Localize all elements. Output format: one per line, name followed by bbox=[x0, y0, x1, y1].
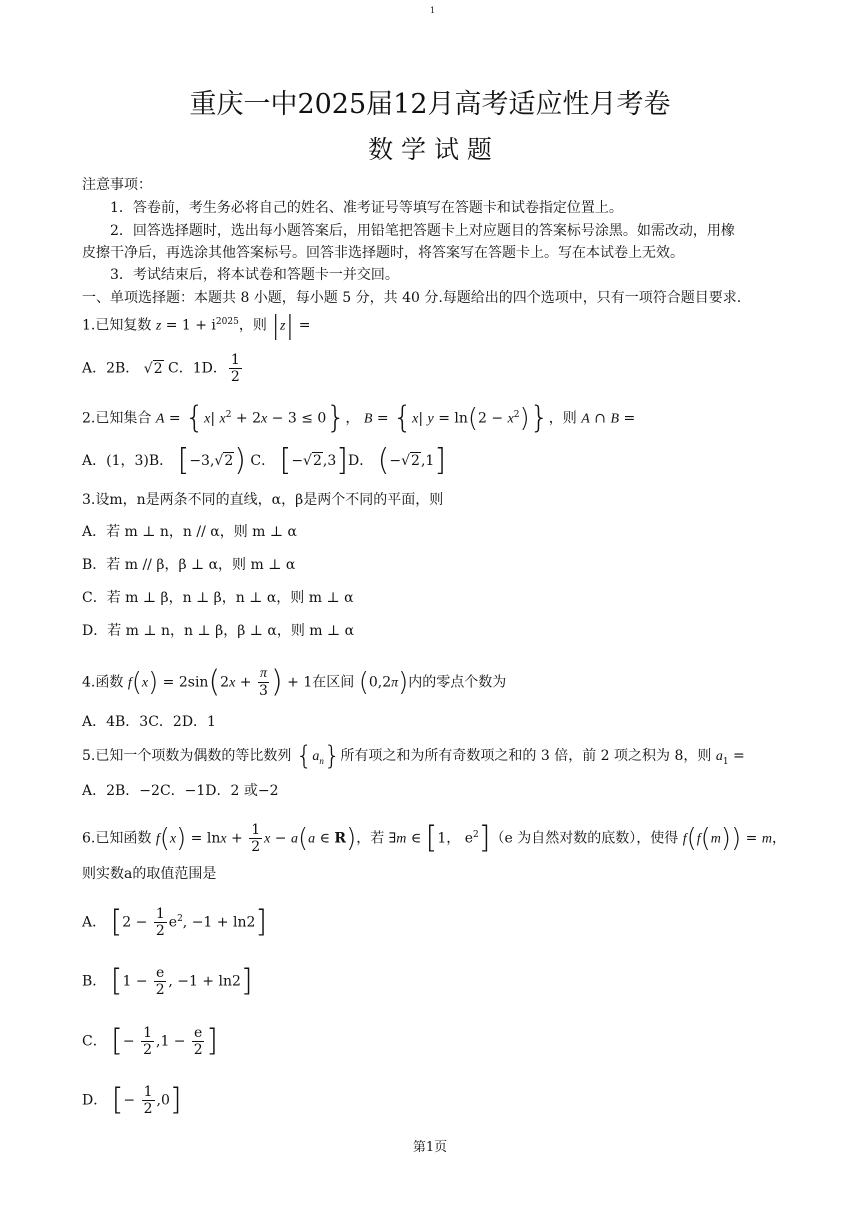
q4-stem-text: 4.函数 bbox=[82, 674, 124, 691]
q6-stem-text: 6.已知函数 bbox=[82, 830, 152, 847]
question-4-options: A．4B．3C．2D．1 bbox=[82, 714, 216, 730]
notice-item-2-cont: 皮擦干净后，再选涂其他答案标号。回答非选择题时，将答案写在答题卡上。写在本试卷上无效。 bbox=[82, 245, 684, 261]
question-3-option-b: B．若 m // β，β ⊥ α，则 m ⊥ α bbox=[82, 557, 296, 573]
q2-stem-text-b: ，则 bbox=[548, 410, 577, 427]
question-3-option-c: C．若 m ⊥ β，n ⊥ β，n ⊥ α，则 m ⊥ α bbox=[82, 590, 354, 606]
q1-stem-text: 1.已知复数 bbox=[82, 317, 152, 334]
notice-heading: 注意事项： bbox=[82, 177, 152, 193]
q6-option-d-label: D． bbox=[82, 1092, 108, 1109]
q1-exponent: 2025 bbox=[215, 317, 239, 327]
sqrt-symbol: √2 bbox=[143, 360, 163, 377]
question-2-options: A．(1，3)B． [−3,√2) C． [−√2,3]D． (−√2,1] bbox=[82, 443, 447, 478]
q2-option-c: C． bbox=[250, 453, 276, 469]
q5-stem-text-b: 所有项之和为所有奇数项之和的 3 倍，前 2 项之积为 8，则 bbox=[340, 748, 712, 764]
notice-item-1: 1．答卷前，考生务必将自己的姓名、准考证号等填写在答题卡和试卷指定位置上。 bbox=[110, 200, 623, 216]
q1-stem-text-b: ，则 bbox=[238, 317, 267, 334]
q2-option-d: D． bbox=[347, 453, 374, 469]
question-2-stem: 2.已知集合 A = {x| $x^2 + 2x - 3 \le 0$}， B = {x| $y = \ln(2 - x^2)$}，则 A ∩ B = bbox=[82, 400, 636, 436]
page-title: 重庆一中2025届12月高考适应性月考卷 bbox=[189, 89, 671, 120]
q6-stem-text-c: （e 为自然对数的底数），使得 bbox=[490, 830, 679, 847]
notice-item-3: 3．考试结束后，将本试卷和答题卡一并交回。 bbox=[110, 267, 399, 283]
q5-stem-text: 5.已知一个项数为偶数的等比数列 bbox=[82, 748, 292, 764]
header-mark: 1 bbox=[430, 6, 436, 15]
page-subtitle: 数 学 试 题 bbox=[368, 135, 492, 164]
question-5-stem: 5.已知一个项数为偶数的等比数列 $\{a_n\}$所有项之和为所有奇数项之和的 3 倍，前 2 项之积为 8，则 $a_1$ = bbox=[82, 741, 745, 771]
page-footer: 第1页 bbox=[412, 1140, 448, 1155]
q6-option-b-label: B． bbox=[82, 973, 107, 990]
q6-option-a-label: A． bbox=[82, 914, 107, 931]
question-6-option-b: B． [1 − $\frac{e}{2}$ , −1 + ln2] bbox=[82, 963, 253, 999]
question-3-option-a: A．若 m ⊥ n，n // α，则 m ⊥ α bbox=[82, 524, 297, 540]
question-4-stem: 4.函数 f(x) = 2sin(2x + $\frac{\pi}{3}$ ) + 1在区间 (0,2π)内的零点个数为 bbox=[82, 664, 507, 700]
question-6-stem: 6.已知函数 f(x) = lnx + $\frac{1}{2}$ x − a(a ∈ R)，若 ∃m ∈ [1， $e^2](e$ 为自然对数的底数），使得 f(f(m)) = m， bbox=[82, 820, 786, 856]
q6-stem-text-b: ，若 bbox=[356, 830, 385, 847]
question-3-option-d: D．若 m ⊥ n，n ⊥ β，β ⊥ α，则 m ⊥ α bbox=[82, 623, 355, 639]
section-heading: 一、单项选择题：本题共 8 小题，每小题 5 分，共 40 分.每题给出的四个选项中，只有一项符合题目要求. bbox=[82, 290, 742, 306]
question-1-stem: 1.已知复数 $z = 1 + i^{2025}$，则 |z| = bbox=[82, 310, 311, 341]
question-5-options: A．2B．−2C．−1D．2 或−2 bbox=[82, 783, 279, 799]
question-6-stem-cont: 则实数a的取值范围是 bbox=[82, 866, 217, 882]
question-6-option-a: A． [2 − $\frac{1}{2}$ $e^2$, −1 + ln2] bbox=[82, 904, 268, 940]
q2-option-a: A．(1，3)B． bbox=[82, 453, 174, 469]
question-1-options: A．2B． √2 C．1D． $\frac{1}{2}$ bbox=[82, 352, 240, 385]
q4-stem-text-c: 内的零点个数为 bbox=[408, 674, 507, 691]
q4-stem-text-b: 在区间 bbox=[312, 674, 355, 691]
question-6-option-c: C． [− $\frac{1}{2}$ ,1 − $\frac{e}{2}$ ] bbox=[82, 1023, 219, 1059]
notice-item-2: 2．回答选择题时，选出每小题答案后，用铅笔把答题卡上对应题目的答案标号涂黑。如需改动，用橡 bbox=[110, 223, 735, 239]
q6-option-c-label: C． bbox=[82, 1033, 107, 1050]
question-3-stem: 3.设m，n是两条不同的直线，α，β是两个不同的平面，则 bbox=[82, 492, 444, 508]
q2-stem-text: 2.已知集合 bbox=[82, 410, 152, 427]
question-6-option-d: D． [− $\frac{1}{2}$ ,0] bbox=[82, 1082, 182, 1118]
